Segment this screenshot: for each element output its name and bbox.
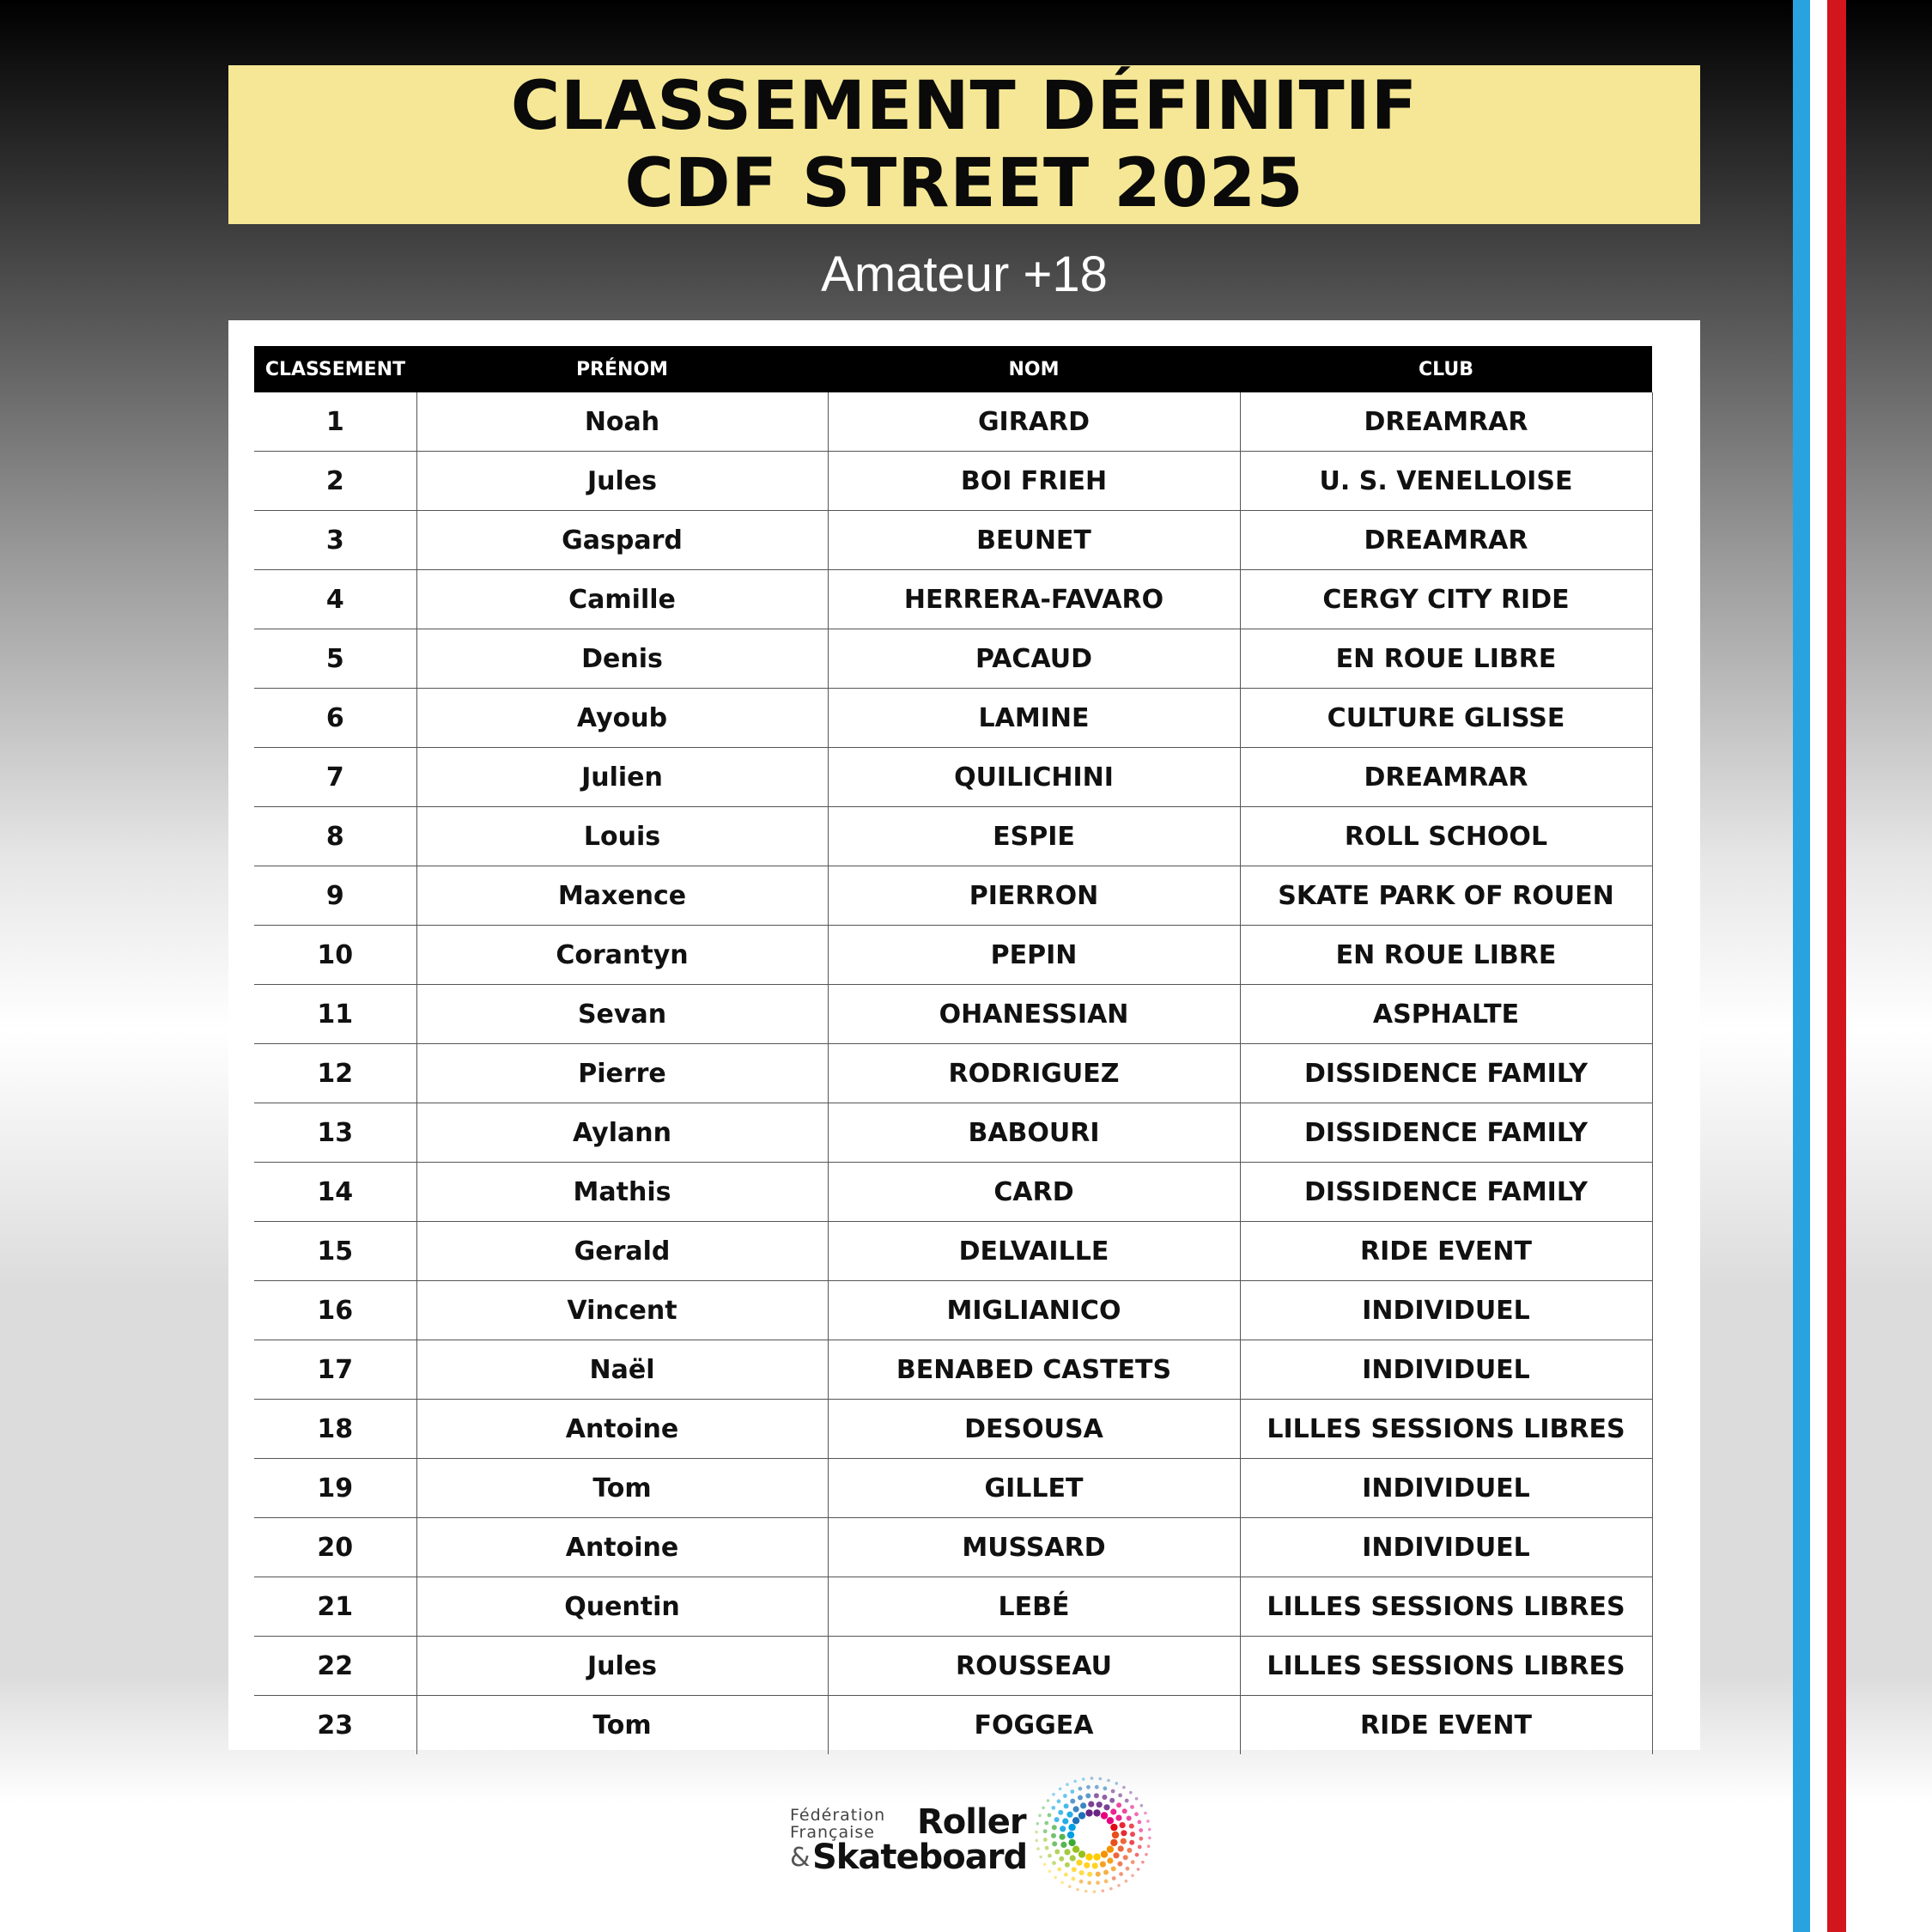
logo-dot bbox=[1070, 1799, 1075, 1804]
logo-dot bbox=[1135, 1853, 1139, 1857]
logo-dot bbox=[1035, 1831, 1038, 1834]
logo-dot bbox=[1130, 1832, 1135, 1837]
table-row bbox=[254, 1637, 1652, 1696]
results-table-body bbox=[254, 392, 1652, 1754]
cell-last-name: CARD bbox=[828, 1163, 1240, 1222]
cell-first-name: Pierre bbox=[416, 1044, 828, 1103]
table-row bbox=[254, 985, 1652, 1044]
logo-dot bbox=[1052, 1825, 1057, 1830]
logo-dot bbox=[1064, 1849, 1070, 1855]
logo-dot bbox=[1036, 1822, 1040, 1826]
logo-dot bbox=[1121, 1830, 1127, 1836]
logo-dot bbox=[1059, 1856, 1064, 1862]
colorful-dotted-ring-icon bbox=[1027, 1769, 1160, 1902]
logo-dot bbox=[1120, 1822, 1126, 1828]
cell-club: DREAMRAR bbox=[1240, 748, 1652, 807]
logo-dot bbox=[1085, 1853, 1092, 1860]
logo-dot bbox=[1135, 1797, 1139, 1801]
logo-dot bbox=[1060, 1826, 1066, 1832]
table-row bbox=[254, 1459, 1652, 1518]
logo-federation-text: Fédération bbox=[790, 1806, 886, 1825]
cell-rank: 22 bbox=[254, 1637, 416, 1696]
cell-first-name: Tom bbox=[416, 1459, 828, 1518]
cell-first-name: Mathis bbox=[416, 1163, 828, 1222]
logo-dot bbox=[1129, 1824, 1134, 1829]
logo-dot bbox=[1144, 1812, 1147, 1815]
logo-dot bbox=[1072, 1817, 1079, 1824]
logo-dot bbox=[1126, 1867, 1130, 1871]
logo-dot bbox=[1122, 1808, 1127, 1814]
logo-dot bbox=[1078, 1812, 1085, 1819]
table-row bbox=[254, 1400, 1652, 1459]
cell-last-name: LEBÉ bbox=[828, 1577, 1240, 1637]
table-row bbox=[254, 807, 1652, 866]
logo-dot bbox=[1119, 1872, 1123, 1876]
logo-dot bbox=[1086, 1785, 1091, 1789]
logo-dot bbox=[1047, 1799, 1050, 1802]
logo-dot bbox=[1054, 1850, 1060, 1855]
logo-dot bbox=[1087, 1880, 1091, 1885]
cell-club: INDIVIDUEL bbox=[1240, 1340, 1652, 1400]
cell-rank: 19 bbox=[254, 1459, 416, 1518]
logo-dot bbox=[1057, 1868, 1061, 1872]
logo-dot bbox=[1094, 1793, 1099, 1798]
table-row bbox=[254, 1281, 1652, 1340]
logo-dot bbox=[1076, 1888, 1079, 1892]
cell-last-name: ROUSSEAU bbox=[828, 1637, 1240, 1696]
logo-dot bbox=[1064, 1873, 1068, 1877]
logo-roller-text: Roller bbox=[917, 1802, 1026, 1842]
logo-dot bbox=[1082, 1777, 1085, 1781]
table-row bbox=[254, 926, 1652, 985]
logo-dot bbox=[1129, 1791, 1133, 1795]
logo-dot bbox=[1043, 1838, 1048, 1842]
cell-last-name: BABOURI bbox=[828, 1103, 1240, 1163]
cell-rank: 6 bbox=[254, 689, 416, 748]
page-title-line-2: CDF STREET 2025 bbox=[624, 144, 1304, 222]
logo-dot bbox=[1139, 1828, 1143, 1832]
cell-first-name: Maxence bbox=[416, 866, 828, 926]
cell-first-name: Louis bbox=[416, 807, 828, 866]
logo-dot bbox=[1043, 1863, 1047, 1867]
cell-last-name: OHANESSIAN bbox=[828, 985, 1240, 1044]
cell-club: DREAMRAR bbox=[1240, 511, 1652, 570]
logo-dot bbox=[1129, 1840, 1134, 1845]
logo-dot bbox=[1110, 1824, 1117, 1831]
table-row bbox=[254, 1340, 1652, 1400]
logo-dot bbox=[1113, 1852, 1119, 1858]
cell-first-name: Corantyn bbox=[416, 926, 828, 985]
cell-rank: 4 bbox=[254, 570, 416, 629]
logo-dot bbox=[1127, 1816, 1132, 1821]
table-row bbox=[254, 1577, 1652, 1637]
logo-dot bbox=[1087, 1872, 1092, 1877]
logo-dot bbox=[1111, 1789, 1115, 1794]
cell-club: ROLL SCHOOL bbox=[1240, 807, 1652, 866]
logo-dot bbox=[1068, 1839, 1075, 1846]
logo-dot bbox=[1123, 1855, 1128, 1860]
cell-first-name: Antoine bbox=[416, 1518, 828, 1577]
cell-club: RIDE EVENT bbox=[1240, 1696, 1652, 1755]
logo-dot bbox=[1093, 1853, 1100, 1860]
logo-dot bbox=[1066, 1812, 1072, 1818]
logo-dot bbox=[1038, 1814, 1042, 1818]
cell-last-name: DESOUSA bbox=[828, 1400, 1240, 1459]
logo-dot bbox=[1072, 1846, 1079, 1853]
cell-last-name: PIERRON bbox=[828, 866, 1240, 926]
table-row bbox=[254, 1044, 1652, 1103]
logo-dot bbox=[1138, 1820, 1142, 1825]
logo-dot bbox=[1052, 1793, 1055, 1796]
logo-dot bbox=[1045, 1846, 1049, 1850]
cell-rank: 18 bbox=[254, 1400, 416, 1459]
cell-rank: 14 bbox=[254, 1163, 416, 1222]
logo-dot bbox=[1115, 1782, 1119, 1785]
cell-rank: 10 bbox=[254, 926, 416, 985]
logo-dot bbox=[1103, 1786, 1108, 1790]
logo-dot bbox=[1125, 1880, 1128, 1883]
logo-dot bbox=[1078, 1850, 1085, 1857]
logo-dot bbox=[1091, 1777, 1094, 1780]
table-row bbox=[254, 511, 1652, 570]
logo-dot bbox=[1052, 1861, 1056, 1865]
logo-dot bbox=[1073, 1806, 1079, 1812]
cell-rank: 2 bbox=[254, 452, 416, 511]
cell-last-name: HERRERA-FAVARO bbox=[828, 570, 1240, 629]
logo-dot bbox=[1095, 1785, 1099, 1789]
cell-club: EN ROUE LIBRE bbox=[1240, 629, 1652, 689]
logo-dot bbox=[1060, 1881, 1064, 1885]
logo-dot bbox=[1110, 1808, 1116, 1814]
tricolor-flag-stripes bbox=[1793, 0, 1846, 1932]
cell-club: DREAMRAR bbox=[1240, 392, 1652, 452]
logo-dot bbox=[1115, 1815, 1121, 1821]
table-row bbox=[254, 1222, 1652, 1281]
column-header-classement: CLASSEMENT bbox=[254, 346, 416, 392]
table-row bbox=[254, 1103, 1652, 1163]
cell-last-name: MUSSARD bbox=[828, 1518, 1240, 1577]
cell-rank: 21 bbox=[254, 1577, 416, 1637]
cell-first-name: Gerald bbox=[416, 1222, 828, 1281]
logo-dot bbox=[1134, 1812, 1139, 1816]
logo-dot bbox=[1111, 1866, 1116, 1871]
cell-first-name: Camille bbox=[416, 570, 828, 629]
table-row bbox=[254, 1696, 1652, 1755]
cell-rank: 12 bbox=[254, 1044, 416, 1103]
logo-dot bbox=[1122, 1786, 1126, 1789]
flag-stripe-red bbox=[1827, 0, 1846, 1932]
cell-first-name: Jules bbox=[416, 1637, 828, 1696]
ffrs-logo bbox=[788, 1769, 1166, 1898]
logo-dot bbox=[1117, 1884, 1121, 1887]
cell-club: LILLES SESSIONS LIBRES bbox=[1240, 1577, 1652, 1637]
logo-dot bbox=[1110, 1839, 1117, 1846]
cell-first-name: Quentin bbox=[416, 1577, 828, 1637]
cell-first-name: Noah bbox=[416, 392, 828, 452]
logo-dot bbox=[1051, 1806, 1055, 1810]
cell-rank: 5 bbox=[254, 629, 416, 689]
logo-dot bbox=[1060, 1842, 1066, 1848]
column-header-nom: NOM bbox=[828, 346, 1240, 392]
logo-dot bbox=[1078, 1795, 1083, 1801]
cell-rank: 16 bbox=[254, 1281, 416, 1340]
logo-dot bbox=[1054, 1817, 1060, 1822]
table-row bbox=[254, 629, 1652, 689]
cell-last-name: BENABED CASTETS bbox=[828, 1340, 1240, 1400]
table-row bbox=[254, 866, 1652, 926]
cell-last-name: QUILICHINI bbox=[828, 748, 1240, 807]
logo-dot bbox=[1088, 1801, 1094, 1807]
logo-dot bbox=[1093, 1809, 1100, 1816]
logo-dot bbox=[1036, 1847, 1040, 1850]
cell-first-name: Naël bbox=[416, 1340, 828, 1400]
cell-rank: 9 bbox=[254, 866, 416, 926]
logo-dot bbox=[1044, 1821, 1048, 1826]
table-row bbox=[254, 748, 1652, 807]
logo-dot bbox=[1141, 1861, 1145, 1864]
logo-dot bbox=[1100, 1862, 1106, 1868]
header-row bbox=[254, 346, 1652, 392]
logo-dot bbox=[1145, 1853, 1148, 1856]
cell-club: CERGY CITY RIDE bbox=[1240, 570, 1652, 629]
results-table bbox=[254, 346, 1653, 1754]
logo-dot bbox=[1118, 1845, 1124, 1851]
logo-wordmark bbox=[788, 1769, 1028, 1898]
cell-club: INDIVIDUEL bbox=[1240, 1459, 1652, 1518]
cell-last-name: BOI FRIEH bbox=[828, 452, 1240, 511]
logo-dot bbox=[1097, 1801, 1103, 1807]
column-header-club: CLUB bbox=[1240, 346, 1652, 392]
logo-dot bbox=[1070, 1855, 1076, 1861]
cell-club: INDIVIDUEL bbox=[1240, 1518, 1652, 1577]
logo-dot bbox=[1137, 1868, 1140, 1871]
results-table-header bbox=[254, 346, 1652, 392]
cell-last-name: PACAUD bbox=[828, 629, 1240, 689]
logo-dot bbox=[1121, 1838, 1127, 1844]
logo-dot bbox=[1062, 1818, 1068, 1824]
flag-stripe-white bbox=[1810, 0, 1827, 1932]
logo-dot bbox=[1131, 1860, 1135, 1864]
logo-dot bbox=[1063, 1794, 1067, 1798]
cell-first-name: Ayoub bbox=[416, 689, 828, 748]
logo-francaise-text: Française bbox=[790, 1823, 875, 1842]
cell-club: LILLES SESSIONS LIBRES bbox=[1240, 1400, 1652, 1459]
logo-dot bbox=[1096, 1880, 1100, 1885]
logo-dot bbox=[1131, 1874, 1134, 1878]
cell-club: DISSIDENCE FAMILY bbox=[1240, 1163, 1652, 1222]
logo-dot bbox=[1092, 1862, 1098, 1868]
logo-dot bbox=[1080, 1802, 1086, 1808]
logo-dot bbox=[1070, 1789, 1074, 1794]
column-header-prenom: PRÉNOM bbox=[416, 346, 828, 392]
logo-dot bbox=[1117, 1862, 1122, 1867]
logo-dot bbox=[1054, 1876, 1057, 1880]
cell-club: U. S. VENELLOISE bbox=[1240, 452, 1652, 511]
logo-dot bbox=[1068, 1824, 1075, 1831]
cell-first-name: Jules bbox=[416, 452, 828, 511]
logo-dot bbox=[1085, 1793, 1091, 1798]
logo-dot bbox=[1066, 1783, 1069, 1786]
title-banner bbox=[228, 65, 1700, 224]
logo-dot bbox=[1065, 1862, 1070, 1868]
logo-dot bbox=[1109, 1887, 1113, 1891]
cell-first-name: Gaspard bbox=[416, 511, 828, 570]
logo-dot bbox=[1076, 1860, 1082, 1866]
logo-dot bbox=[1102, 1889, 1105, 1893]
logo-dot bbox=[1107, 1846, 1114, 1853]
cell-rank: 13 bbox=[254, 1103, 416, 1163]
table-row bbox=[254, 570, 1652, 629]
table-row bbox=[254, 1163, 1652, 1222]
cell-club: DISSIDENCE FAMILY bbox=[1240, 1044, 1652, 1103]
cell-first-name: Denis bbox=[416, 629, 828, 689]
logo-dot bbox=[1073, 1780, 1077, 1783]
cell-first-name: Julien bbox=[416, 748, 828, 807]
category-subtitle: Amateur +18 bbox=[821, 246, 1108, 302]
cell-first-name: Sevan bbox=[416, 985, 828, 1044]
cell-first-name: Tom bbox=[416, 1696, 828, 1755]
cell-last-name: MIGLIANICO bbox=[828, 1281, 1240, 1340]
cell-rank: 3 bbox=[254, 511, 416, 570]
logo-dot bbox=[1060, 1834, 1066, 1840]
cell-last-name: PEPIN bbox=[828, 926, 1240, 985]
page-title-line-1: CLASSEMENT DÉFINITIF bbox=[510, 67, 1419, 145]
cell-club: ASPHALTE bbox=[1240, 985, 1652, 1044]
logo-dot bbox=[1104, 1880, 1109, 1884]
cell-club: EN ROUE LIBRE bbox=[1240, 926, 1652, 985]
cell-rank: 23 bbox=[317, 1710, 354, 1741]
table-row bbox=[254, 452, 1652, 511]
logo-dot bbox=[1103, 1804, 1109, 1810]
logo-dot bbox=[1085, 1809, 1092, 1816]
logo-dot bbox=[1068, 1885, 1072, 1888]
logo-dot bbox=[1103, 1870, 1109, 1875]
logo-dot bbox=[1118, 1793, 1122, 1797]
cell-club: CULTURE GLISSE bbox=[1240, 689, 1652, 748]
logo-dot bbox=[1107, 1817, 1114, 1824]
logo-dot bbox=[1078, 1787, 1083, 1791]
cell-club: INDIVIDUEL bbox=[1240, 1281, 1652, 1340]
cell-last-name: DELVAILLE bbox=[828, 1222, 1240, 1281]
table-row bbox=[254, 392, 1652, 452]
logo-dot bbox=[1057, 1799, 1061, 1803]
cell-rank: 11 bbox=[254, 985, 416, 1044]
logo-dot bbox=[1079, 1880, 1084, 1884]
flag-stripe-blue bbox=[1793, 0, 1810, 1932]
logo-dot bbox=[1130, 1805, 1134, 1809]
table-row bbox=[254, 1518, 1652, 1577]
logo-dot bbox=[1064, 1803, 1069, 1808]
cell-club: DISSIDENCE FAMILY bbox=[1240, 1103, 1652, 1163]
logo-dot bbox=[1048, 1814, 1052, 1818]
logo-dot bbox=[1048, 1870, 1052, 1874]
logo-dot bbox=[1146, 1820, 1150, 1823]
logo-skateboard-text: Skateboard bbox=[812, 1838, 1028, 1877]
cell-rank: 20 bbox=[254, 1518, 416, 1577]
logo-dot bbox=[1052, 1841, 1057, 1846]
logo-dot bbox=[1072, 1877, 1076, 1881]
cell-rank: 8 bbox=[254, 807, 416, 866]
logo-dot bbox=[1102, 1795, 1107, 1800]
cell-last-name: BEUNET bbox=[828, 511, 1240, 570]
logo-dot bbox=[1138, 1845, 1142, 1850]
logo-dot bbox=[1112, 1876, 1116, 1880]
cell-rank: 7 bbox=[254, 748, 416, 807]
cell-last-name: LAMINE bbox=[828, 689, 1240, 748]
cell-last-name: FOGGEA bbox=[828, 1696, 1240, 1755]
logo-dot bbox=[1093, 1890, 1097, 1893]
logo-dot bbox=[1051, 1833, 1056, 1838]
logo-dot bbox=[1109, 1798, 1115, 1803]
logo-dot bbox=[1107, 1857, 1113, 1863]
logo-dot bbox=[1059, 1788, 1062, 1791]
logo-dot bbox=[1127, 1848, 1132, 1853]
table-row bbox=[254, 689, 1652, 748]
cell-last-name: RODRIGUEZ bbox=[828, 1044, 1240, 1103]
cell-first-name: Vincent bbox=[416, 1281, 828, 1340]
cell-club: RIDE EVENT bbox=[1240, 1222, 1652, 1281]
logo-dot bbox=[1101, 1850, 1108, 1857]
cell-rank: 17 bbox=[254, 1340, 416, 1400]
cell-last-name: GIRARD bbox=[828, 392, 1240, 452]
logo-dot bbox=[1039, 1856, 1042, 1859]
logo-dot bbox=[1112, 1832, 1119, 1838]
logo-dot bbox=[1139, 1837, 1143, 1841]
logo-dot bbox=[1048, 1854, 1052, 1858]
cell-rank: 15 bbox=[254, 1222, 416, 1281]
logo-dot bbox=[1125, 1799, 1129, 1803]
logo-dot bbox=[1058, 1810, 1063, 1815]
cell-first-name: Antoine bbox=[416, 1400, 828, 1459]
logo-dot bbox=[1101, 1812, 1108, 1819]
logo-dot bbox=[1036, 1839, 1039, 1843]
cell-last-name: GILLET bbox=[828, 1459, 1240, 1518]
logo-dot bbox=[1096, 1872, 1101, 1877]
logo-dot bbox=[1116, 1802, 1121, 1807]
cell-rank: 1 bbox=[254, 392, 416, 452]
cell-first-name: Aylann bbox=[416, 1103, 828, 1163]
logo-dot bbox=[1148, 1837, 1151, 1840]
logo-dot bbox=[1067, 1832, 1074, 1838]
logo-dot bbox=[1043, 1829, 1048, 1833]
logo-dot bbox=[1147, 1844, 1151, 1848]
logo-ampersand: & bbox=[790, 1843, 811, 1873]
logo-dot bbox=[1084, 1862, 1090, 1868]
cell-club: LILLES SESSIONS LIBRES bbox=[1240, 1637, 1652, 1696]
cell-club: SKATE PARK OF ROUEN bbox=[1240, 866, 1652, 926]
logo-dot bbox=[1148, 1828, 1151, 1832]
logo-dot bbox=[1079, 1870, 1084, 1875]
logo-dot bbox=[1107, 1779, 1110, 1783]
logo-dot bbox=[1140, 1804, 1144, 1807]
logo-dot bbox=[1072, 1867, 1077, 1872]
logo-dot bbox=[1099, 1777, 1103, 1781]
cell-last-name: ESPIE bbox=[828, 807, 1240, 866]
logo-dot bbox=[1084, 1890, 1088, 1893]
logo-dot bbox=[1042, 1807, 1045, 1810]
